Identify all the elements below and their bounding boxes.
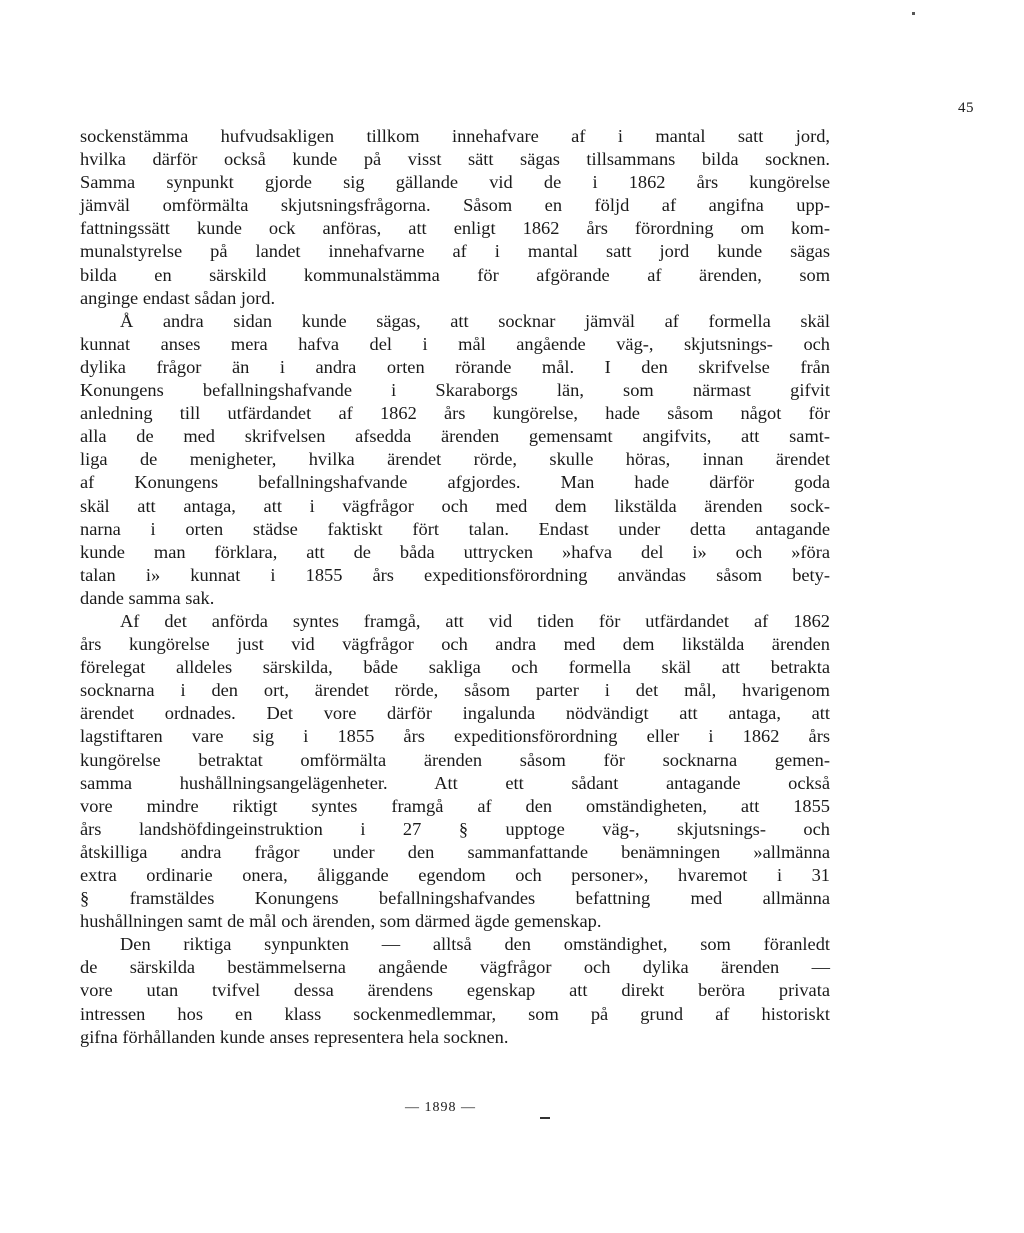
text-line: hvilka därför också kunde på visst sätt sägas tillsammans bilda socknen. [80,149,830,170]
text-line: dande samma sak. [80,587,215,608]
page-number: 45 [958,100,974,116]
text-line: Å andra sidan kunde sägas, att socknar jämväl af formella skäl [120,310,830,331]
text-line: dylika frågor än i andra orten rörande mål. I den skrifvelse från [80,356,830,377]
scan-speck [912,12,915,15]
paragraph-1 [80,125,830,310]
text-line: socknarna i den ort, ärendet rörde, såsom parter i det mål, hvarigenom [80,680,830,701]
text-line: Konungens befallningshafvande i Skaraborgs län, som närmast gifvit [80,380,830,401]
text-line: ärendet ordnades. Det vore därför ingalunda nödvändigt att antaga, att [80,703,830,724]
text-line: anginge endast sådan jord. [80,287,276,308]
text-line: förelegat alldeles särskilda, både sakliga och formella skäl att betrakta [80,657,830,678]
text-line: kunde man förklara, att de båda uttrycken »hafva del i» och »föra [80,541,830,562]
text-line: liga de menigheter, hvilka ärendet rörde, skulle höras, innan ärendet [80,449,830,470]
page-body [80,125,830,1049]
text-line: Den riktiga synpunkten — alltså den omständighet, som föranledt [120,934,830,955]
text-line: kungörelse betraktat omförmälta ärenden såsom för socknarna gemen- [80,749,830,770]
text-line: de särskilda bestämmelserna angående vägfrågor och dylika ärenden — [80,957,830,978]
text-line: gifna förhållanden kunde anses representera hela socknen. [80,1026,509,1047]
text-line: vore mindre riktigt syntes framgå af den omständigheten, att 1855 [80,795,830,816]
text-line: intressen hos en klass sockenmedlemmar, som på grund af historiskt [80,1003,830,1024]
text-line: vore utan tvifvel dessa ärendens egenskap att direkt beröra privata [80,980,830,1001]
text-line: års kungörelse just vid vägfrågor och andra med dem likstälda ärenden [80,634,830,655]
text-line: års landshöfdingeinstruktion i 27 § upptoge väg-, skjutsnings- och [80,818,830,839]
text-line: lagstiftaren vare sig i 1855 års expeditionsförordning eller i 1862 års [80,726,830,747]
text-line: extra ordinarie onera, åliggande egendom och personer», hvaremot i 31 [80,865,830,885]
page-footer: — 1898 — [405,1100,476,1115]
text-line: § framstäldes Konungens befallningshafvandes befattning med allmänna [80,888,830,909]
text-line: talan i» kunnat i 1855 års expeditionsförordning användas såsom bety- [80,564,830,585]
text-line: Af det anförda syntes framgå, att vid tiden för utfärdandet af 1862 [120,610,830,631]
text-line: sockenstämma hufvudsakligen tillkom innehafvare af i mantal satt jord, [80,126,830,146]
text-line: alla de med skrifvelsen afsedda ärenden gemensamt angifvits, att samt- [80,426,830,447]
scan-mark [540,1117,550,1119]
paragraph-3 [80,610,830,933]
text-line: jämväl omförmälta skjutsningsfrågorna. Såsom en följd af angifna upp- [80,195,830,216]
text-line: hushållningen samt de mål och ärenden, som därmed ägde gemenskap. [80,911,602,932]
text-line: åtskilliga andra frågor under den sammanfattande benämningen »allmänna [80,841,830,862]
text-line: Samma synpunkt gjorde sig gällande vid de i 1862 års kungörelse [80,172,830,193]
text-line: narna i orten städse faktiskt fört talan. Endast under detta antagande [80,518,830,539]
text-line: anledning till utfärdandet af 1862 års kungörelse, hade såsom något för [80,403,830,424]
text-line: fattningssätt kunde ock anföras, att enligt 1862 års förordning om kom- [80,218,830,239]
text-line: munalstyrelse på landet innehafvarne af i mantal satt jord kunde sägas [80,241,830,262]
text-line: bilda en särskild kommunalstämma för afgörande af ärenden, som [80,264,830,285]
text-line: samma hushållningsangelägenheter. Att ett sådant antagande också [80,772,830,793]
text-line: kunnat anses mera hafva del i mål angående väg-, skjutsnings- och [80,333,830,354]
text-line: skäl att antaga, att i vägfrågor och med dem likstälda ärenden sock- [80,495,830,516]
paragraph-4 [80,933,830,1048]
paragraph-2 [80,310,830,610]
text-line: af Konungens befallningshafvande afgjordes. Man hade därför goda [80,472,830,493]
